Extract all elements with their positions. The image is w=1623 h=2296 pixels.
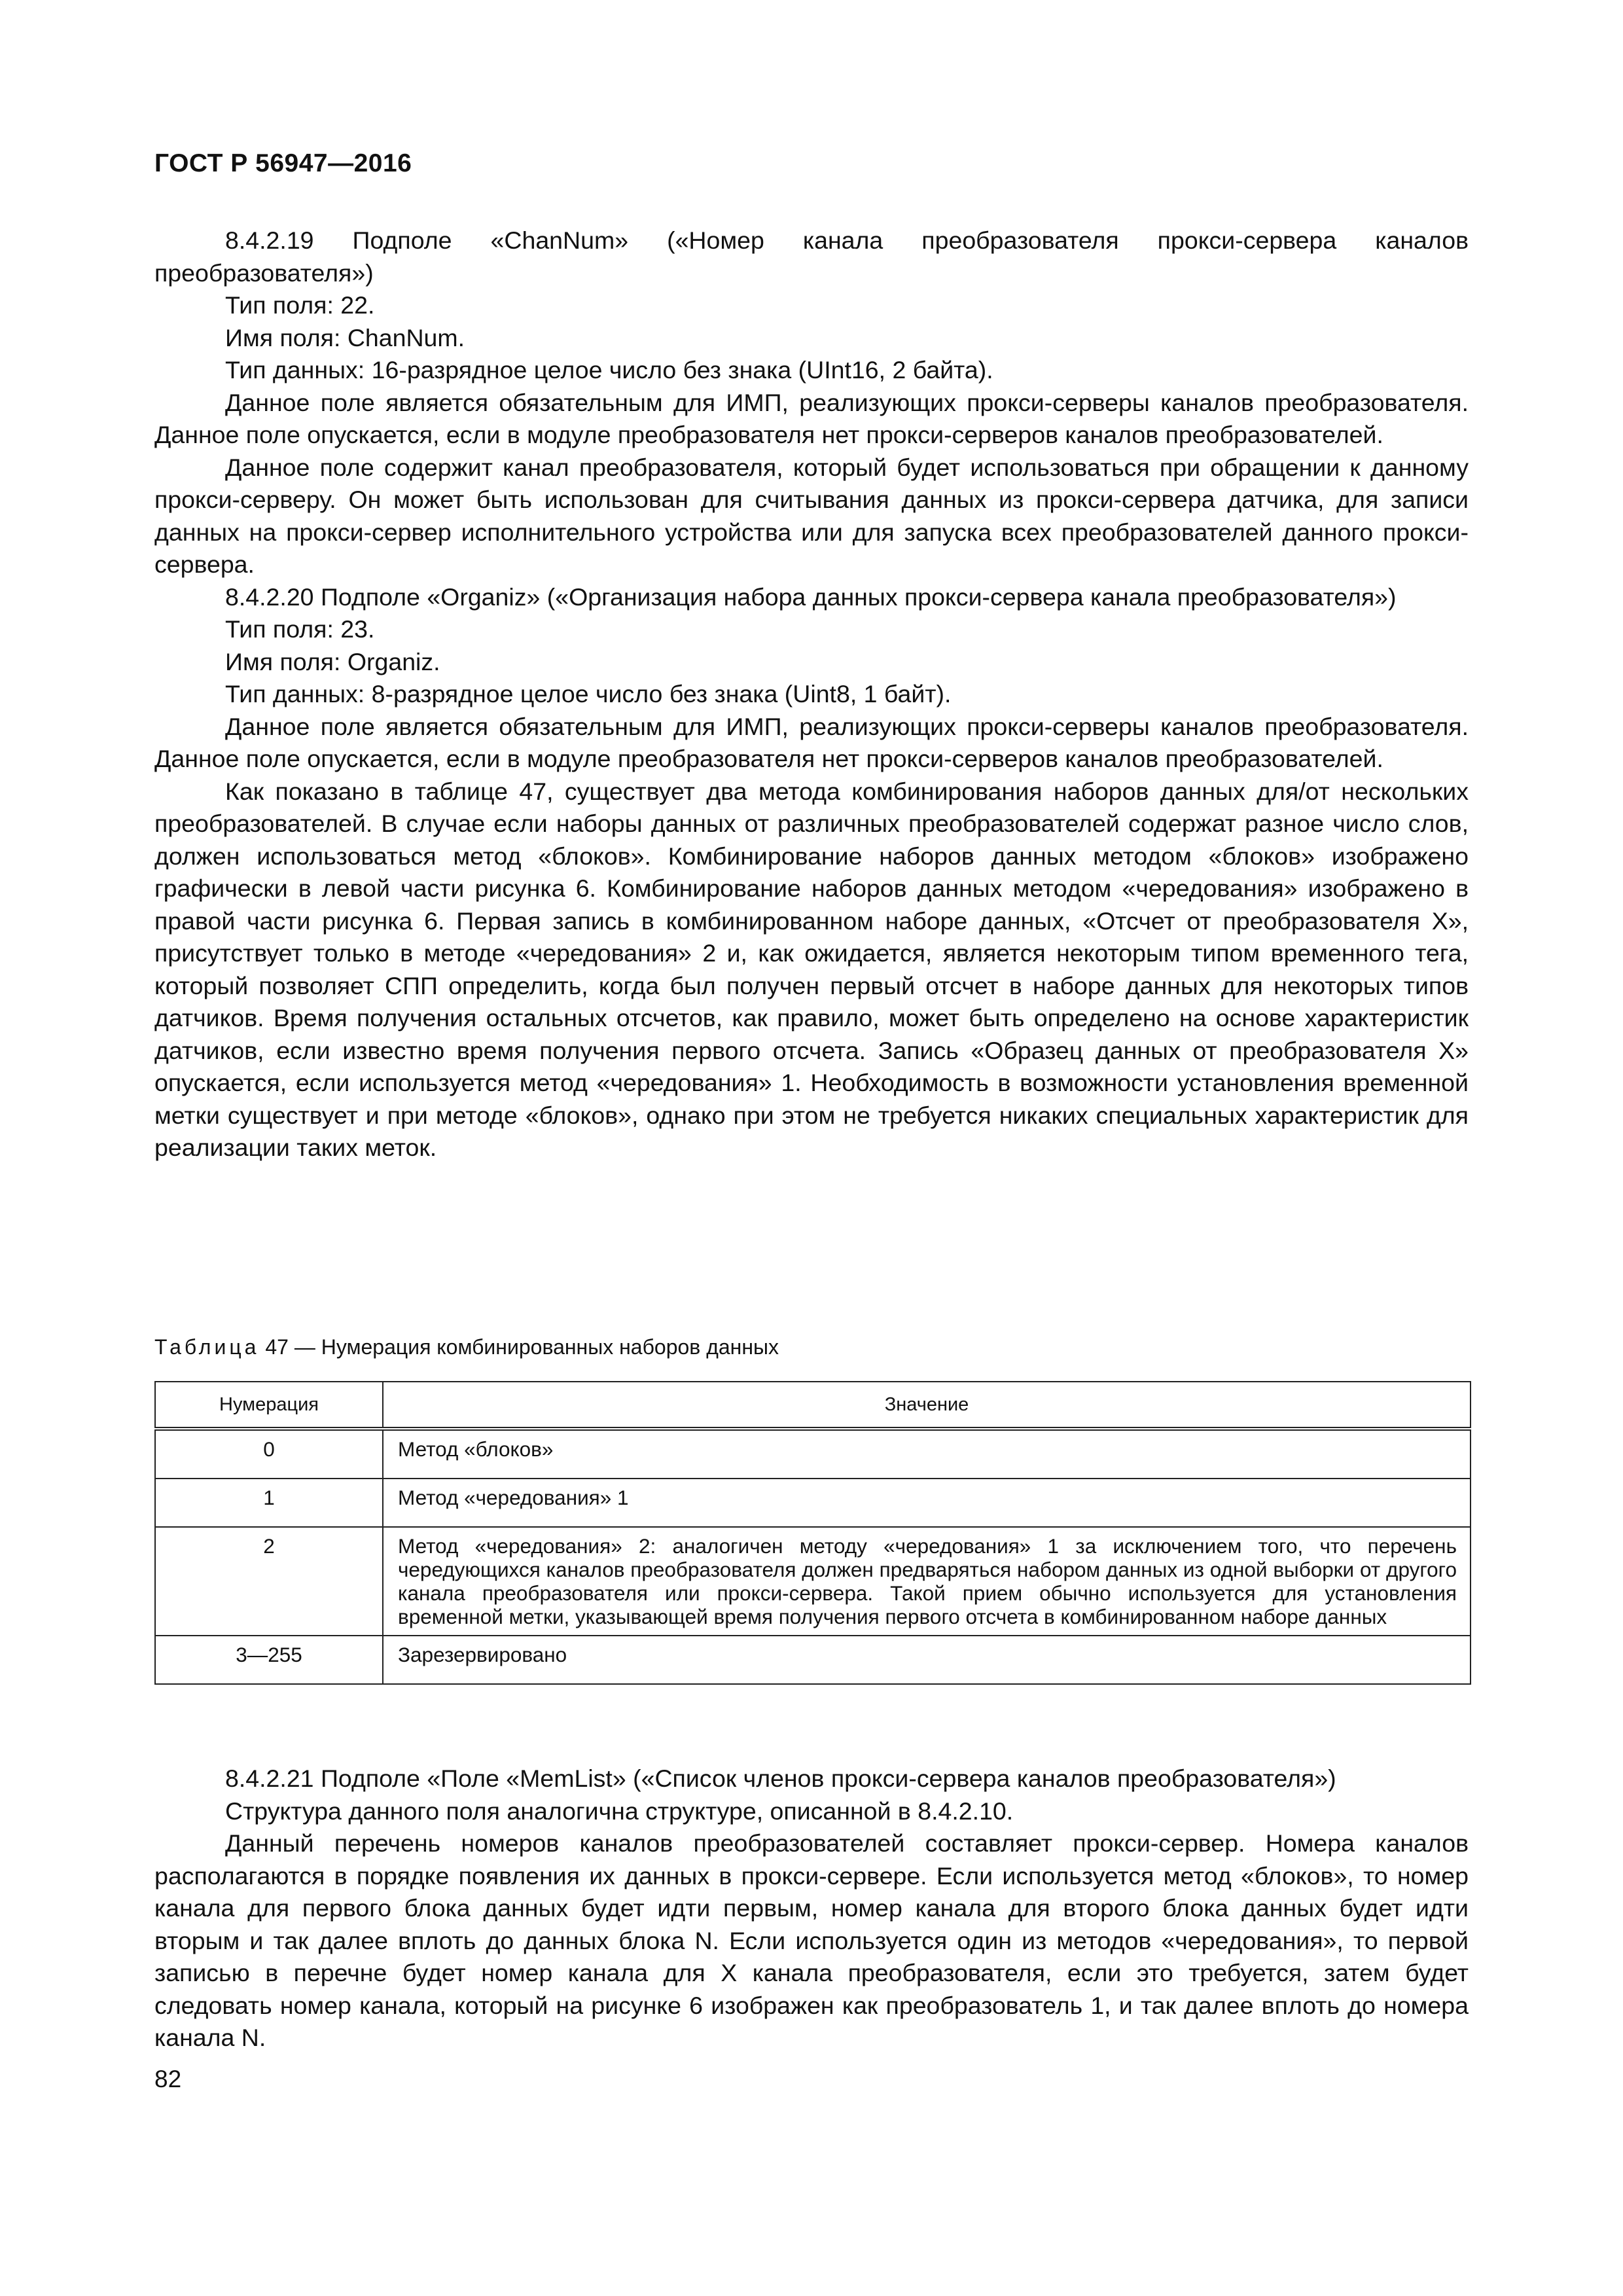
paragraph: Данное поле является обязательным для ИМП, реализующих прокси-серверы каналов преобразователя. Данное поле опускается, если в модуле преобразователя нет прокси-серверов каналов преобразователей. [154, 388, 1469, 448]
document-header: ГОСТ Р 56947—2016 [154, 149, 412, 177]
table-caption [154, 1334, 779, 1360]
table-header-row [155, 1382, 1471, 1429]
table-caption-label: Таблица [154, 1335, 260, 1359]
data-type: Тип данных: 16-разрядное целое число без знака (UInt16, 2 байта). [225, 356, 993, 384]
table-row [155, 1636, 1471, 1684]
table-cell-value: Метод «блоков» [383, 1429, 1471, 1479]
clause-8-4-2-20-heading: 8.4.2.20 Подполе «Organiz» («Организация набора данных прокси-сервера канала преобразователя») [225, 583, 1397, 611]
table-cell-value: Метод «чередования» 2: аналогичен методу «чередования» 1 за исключением того, что перечень чередующихся каналов преобразователя должен предваряться набором данных из одной выборки от другого канала преобразователя или прокси-сервера. Такой прием обычно используется для установления временной метки, указывающей время получения первого отсчета в комбинированном наборе данных [383, 1527, 1471, 1636]
table-row [155, 1429, 1471, 1479]
field-type: Тип поля: 22. [225, 291, 375, 319]
field-type: Тип поля: 23. [225, 615, 375, 643]
paragraph: Данное поле содержит канал преобразователя, который будет использоваться при обращении к данному прокси-серверу. Он может быть использован для считывания данных из прокси-сервера датчика, для записи данных на прокси-сервер исполнительного устройства или для запуска всех преобразователей данного прокси-сервера. [154, 453, 1469, 578]
field-name: Имя поля: ChanNum. [225, 323, 465, 351]
table-cell-numbering: 2 [155, 1527, 383, 1636]
body-text-section-2 [154, 1763, 1469, 2054]
table-cell-numbering: 3—255 [155, 1636, 383, 1684]
table-row [155, 1479, 1471, 1527]
clause-8-4-2-21-heading: 8.4.2.21 Подполе «Поле «MemList» («Список членов прокси-сервера каналов преобразователя») [225, 1765, 1336, 1792]
paragraph: Как показано в таблице 47, существует два метода комбинирования наборов данных для/от нескольких преобразователей. В случае если наборы данных от различных преобразователей содержат разное число слов, должен использоваться метод «блоков». Комбинирование наборов данных методом «блоков» изображено графически в левой части рисунка 6. Комбинирование наборов данных методом «чередования» изображено в правой части рисунка 6. Первая запись в комбинированном наборе данных, «Отсчет от преобразователя X», присутствует только в методе «чередования» 2 и, как ожидается, является некоторым типом временного тега, который позволяет СПП определить, когда был получен первый отсчет в наборе данных для некоторых типов датчиков. Время получения остальных отсчетов, как правило, может быть определено на основе характеристик датчиков, если известно время получения первого отсчета. Запись «Образец данных от преобразователя X» опускается, если используется метод «чередования» 1. Необходимость в возможности установления временной метки существует и при методе «блоков», однако при этом не требуется никаких специальных характеристик для реализации таких меток. [154, 777, 1469, 1161]
table-cell-value: Зарезервировано [383, 1636, 1471, 1684]
column-header-value: Значение [383, 1382, 1471, 1429]
field-name: Имя поля: Organiz. [225, 647, 440, 675]
table-cell-numbering: 1 [155, 1479, 383, 1527]
column-header-numbering: Нумерация [155, 1382, 383, 1429]
paragraph: Структура данного поля аналогична структуре, описанной в 8.4.2.10. [225, 1797, 1014, 1825]
table-47 [154, 1381, 1471, 1685]
paragraph: Данное поле является обязательным для ИМП, реализующих прокси-серверы каналов преобразователя. Данное поле опускается, если в модуле преобразователя нет прокси-серверов каналов преобразователей. [154, 712, 1469, 772]
data-type: Тип данных: 8-разрядное целое число без знака (Uint8, 1 байт). [225, 680, 952, 708]
page-number: 82 [154, 2066, 182, 2092]
table-cell-value: Метод «чередования» 1 [383, 1479, 1471, 1527]
clause-8-4-2-19-heading: 8.4.2.19 Подполе «ChanNum» («Номер канала преобразователя прокси-сервера каналов преобразователя») [154, 226, 1469, 287]
table-caption-title: 47 — Нумерация комбинированных наборов данных [265, 1335, 779, 1359]
table-cell-numbering: 0 [155, 1429, 383, 1479]
body-text-section-1 [154, 224, 1469, 1164]
paragraph: Данный перечень номеров каналов преобразователей составляет прокси-сервер. Номера каналов располагаются в порядке появления их данных в прокси-сервере. Если используется метод «блоков», то номер канала для первого блока данных будет идти первым, номер канала для второго блока данных будет идти вторым и так далее вплоть до данных блока N. Если используется один из методов «чередования», то первой записью в перечне будет номер канала для X канала преобразователя, если это требуется, затем будет следовать номер канала, который на рисунке 6 изображен как преобразователь 1, и так далее вплоть до номера канала N. [154, 1829, 1469, 2051]
table-row [155, 1527, 1471, 1636]
